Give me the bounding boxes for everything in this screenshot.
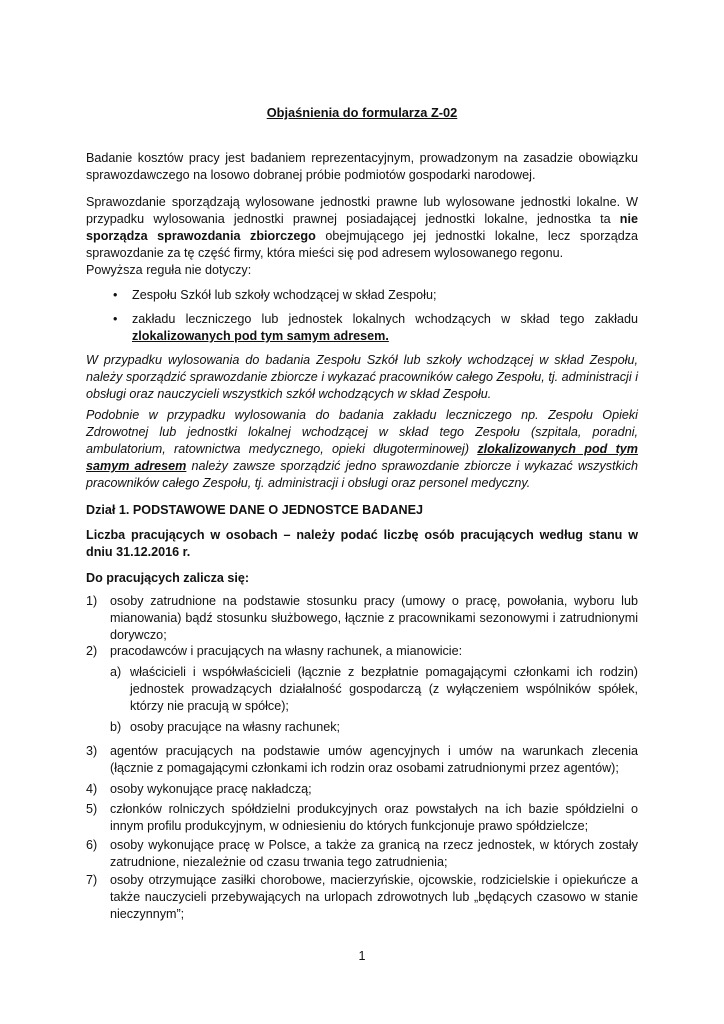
list-item-number: 3) bbox=[86, 744, 98, 758]
bullet-icon: • bbox=[113, 288, 118, 302]
list-item-number: 1) bbox=[86, 594, 98, 608]
paragraph-intro: Badanie kosztów pracy jest badaniem reprezentacyjnym, prowadzonym na zasadzie obowiązku sprawozdawczego na losowo dobranej próbie podmiotów gospodarki narodowej. bbox=[86, 151, 638, 182]
list-item-number: 5) bbox=[86, 802, 98, 816]
bullet-text-bold: zlokalizowanych pod tym samym adresem. bbox=[132, 329, 389, 343]
bullet-icon: • bbox=[113, 312, 118, 326]
paragraph-reporting-rule-a: Sprawozdanie sporządzają wylosowane jednostki prawne lub wylosowane jednostki lokalne. W przypadku wylosowania jednostki prawnej posiadającej jednostki lokalne, jednostka ta bbox=[86, 195, 638, 226]
paragraph-medical-facility-c: należy zawsze sporządzić jedno sprawozdanie zbiorcze i wykazać wszystkich pracowników całego Zespołu, tj. administracji i obsługi oraz personel medyczny. bbox=[86, 459, 638, 490]
list-item-text: agentów pracujących na podstawie umów agencyjnych i umów na warunkach zlecenia (łącznie z pomagającymi członkami ich rodzin oraz osobami zatrudnionymi przez agentów); bbox=[110, 744, 638, 775]
list-item-text: członków rolniczych spółdzielni produkcyjnych oraz powstałych na ich bazie spółdzielni o innym profilu produkcyjnym, w odniesieniu do których funkcjonuje prawo spółdzielcze; bbox=[110, 802, 638, 833]
list-item-number: 2) bbox=[86, 644, 98, 658]
list-item-text: osoby wykonujące pracę w Polsce, a także za granicą na rzecz jednostek, w których zostały zatrudnione, niezależnie od czasu trwania tego zatrudnienia; bbox=[110, 838, 638, 869]
sub-list-item-text: osoby pracujące na własny rachunek; bbox=[130, 720, 341, 734]
list-item-number: 6) bbox=[86, 838, 98, 852]
list-item-number: 7) bbox=[86, 873, 98, 887]
paragraph-medical-facility bbox=[86, 407, 638, 492]
list-item-text: osoby wykonujące pracę nakładczą; bbox=[110, 782, 312, 796]
paragraph-reporting-rule bbox=[86, 194, 638, 262]
list-intro: Do pracujących zalicza się: bbox=[86, 571, 250, 585]
list-item-text: osoby zatrudnione na podstawie stosunku pracy (umowy o pracę, powołania, wyboru lub mianowania) bądź stosunku służbowego, łącznie z pracownikami sezonowymi i zatrudnionymi dorywczo; bbox=[110, 594, 638, 642]
count-heading: Liczba pracujących w osobach – należy podać liczbę osób pracujących według stanu w dniu 31.12.2016 r. bbox=[86, 528, 638, 559]
document-title: Objaśnienia do formularza Z-02 bbox=[266, 105, 458, 120]
section-heading: Dział 1. PODSTAWOWE DANE O JEDNOSTCE BADANEJ bbox=[86, 503, 424, 517]
sub-list-item-letter: a) bbox=[110, 665, 122, 679]
bullet-text bbox=[132, 311, 638, 345]
paragraph-medical-facility-a: Podobnie w przypadku wylosowania do badania zakładu leczniczego np. Zespołu Opieki Zdrowotnej lub jednostki lokalnej wchodzącej w skład tego Zespołu (szpitala, poradni, ambulatorium, ratownictwa medycznego, opieki długoterminowej) bbox=[86, 408, 638, 456]
paragraph-reporting-rule-bold: nie sporządza sprawozdania zbiorczego bbox=[86, 212, 638, 243]
list-item-number: 4) bbox=[86, 782, 98, 796]
sub-list-item-text: właścicieli i współwłaścicieli (łącznie z bezpłatnie pomagającymi członkami ich rodzin) jednostek prowadzących działalność gospodarczą (z wyłączeniem wspólników spółek, którzy nie pracują w spółce); bbox=[130, 665, 638, 713]
page-number: 1 bbox=[358, 949, 366, 963]
paragraph-exceptions-intro: Powyższa reguła nie dotyczy: bbox=[86, 263, 252, 277]
list-item-text: pracodawców i pracujących na własny rachunek, a mianowicie: bbox=[110, 644, 463, 658]
bullet-text: Zespołu Szkół lub szkoły wchodzącej w skład Zespołu; bbox=[132, 288, 437, 302]
paragraph-medical-facility-bold: zlokalizowanych pod tym samym adresem bbox=[86, 442, 638, 473]
paragraph-reporting-rule-c: obejmującego jej jednostki lokalne, lecz sporządza sprawozdanie za tę część firmy, która mieści się pod adresem wylosowanego regonu. bbox=[86, 229, 639, 260]
sub-list-item-letter: b) bbox=[110, 720, 122, 734]
list-item-text: osoby otrzymujące zasiłki chorobowe, macierzyńskie, ojcowskie, rodzicielskie i opiekuńcze a także nauczycieli przebywających na urlopach zdrowotnych lub „będących czasowo w stanie nieczynnym”; bbox=[110, 873, 638, 921]
bullet-text-a: zakładu leczniczego lub jednostek lokalnych wchodzących w skład tego zakładu bbox=[132, 312, 638, 326]
paragraph-school-complex: W przypadku wylosowania do badania Zespołu Szkół lub szkoły wchodzącej w skład Zespołu, należy sporządzić sprawozdanie zbiorcze i wykazać pracowników całego Zespołu, tj. administracji i obsługi oraz nauczycieli wszystkich szkół wchodzących w skład Zespołu. bbox=[86, 353, 638, 401]
